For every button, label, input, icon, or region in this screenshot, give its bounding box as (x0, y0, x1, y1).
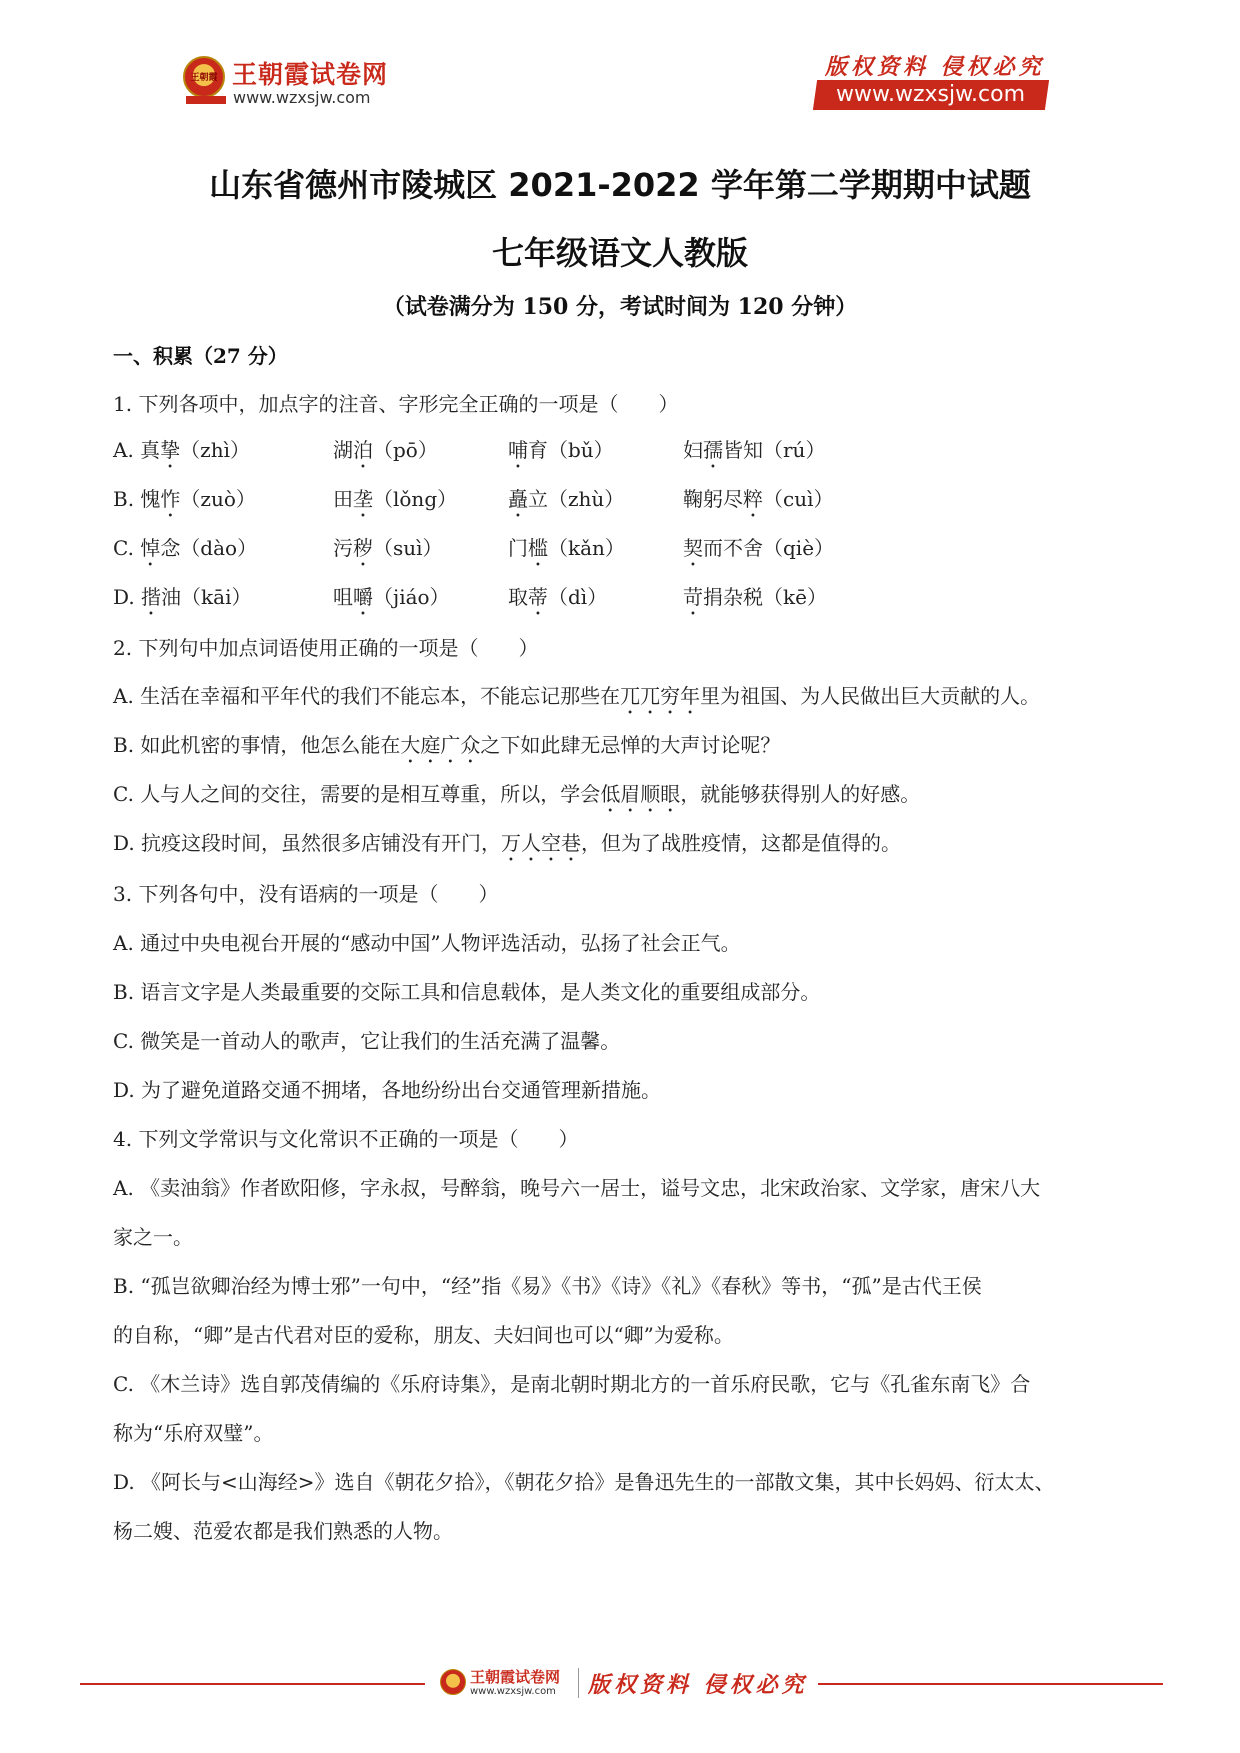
sentence-text: A. 生活在幸福和平年代的我们不能忘本，不能忘记那些在 (113, 684, 621, 708)
q1-option-b-word-3 (508, 483, 624, 522)
q2-option-b (113, 729, 780, 768)
pinyin: （qiè） (763, 536, 835, 560)
section-title: 一、积累（27 分） (113, 344, 288, 368)
sentence-text: ，就能够获得别人的好感。 (680, 782, 921, 806)
dotted-char: 矗 (508, 487, 528, 511)
url-banner-text: www.wzxsjw.com (836, 82, 1026, 107)
q1-option-d (113, 581, 252, 620)
dotted-char: 揩 (141, 585, 162, 609)
word-text: 念 (160, 536, 181, 560)
q1-option-b (113, 483, 256, 522)
option-label: D. (113, 585, 135, 609)
word-text: 污 (333, 536, 353, 560)
logo-ribbon (186, 96, 226, 104)
word-text: 油 (161, 585, 182, 609)
logo-seal-text: 王朝霞 (190, 73, 218, 83)
exam-note: （试卷满分为 150 分，考试时间为 120 分钟） (382, 294, 858, 320)
sentence-text: ，但为了战胜疫情，这都是值得的。 (581, 831, 902, 855)
q4-option-d-line-1: D. 《阿长与<山海经>》选自《朝花夕拾》，《朝花夕拾》是鲁迅先生的一部散文集，其中长妈妈、衍太太、 (113, 1470, 1055, 1494)
q4-option-c-line-1: C. 《木兰诗》选自郭茂倩编的《乐府诗集》，是南北朝时期北方的一首乐府民歌，它与《孔雀东南飞》合 (113, 1372, 1031, 1396)
pinyin: （zhù） (548, 487, 625, 511)
page-subtitle: 七年级语文人教版 (491, 234, 748, 272)
question-1-stem: 1. 下列各项中，加点字的注音、字形完全正确的一项是（ ） (113, 392, 679, 416)
q1-option-d-word-2 (333, 581, 450, 620)
sentence-text: C. 人与人之间的交往，需要的是相互尊重，所以，学会 (113, 782, 601, 806)
dotted-phrase: 兀兀穷年 (620, 684, 701, 708)
q1-option-d-word-3 (508, 581, 607, 620)
option-label: B. (113, 487, 135, 511)
logo-seal-icon (183, 56, 225, 98)
word-text: 育 (528, 438, 548, 462)
q4-option-a-line-2: 家之一。 (113, 1225, 193, 1249)
word-text: 真 (140, 438, 161, 462)
q1-option-a (113, 434, 250, 473)
site-url[interactable]: www.wzxsjw.com (233, 88, 371, 107)
pinyin: （zhì） (180, 438, 250, 462)
dotted-char: 孺 (703, 438, 723, 462)
q4-option-b-line-2: 的自称，“卿”是古代君对臣的爱称，朋友、夫妇间也可以“卿”为爱称。 (113, 1323, 734, 1347)
question-2-stem: 2. 下列句中加点词语使用正确的一项是（ ） (113, 636, 539, 660)
q2-option-a (113, 680, 1040, 719)
q1-option-b-word-2 (333, 483, 457, 522)
q3-option-c: C. 微笑是一首动人的歌声，它让我们的生活充满了温馨。 (113, 1029, 621, 1053)
pinyin: （kǎn） (548, 536, 625, 560)
q3-option-b: B. 语言文字是人类最重要的交际工具和信息载体，是人类文化的重要组成部分。 (113, 980, 821, 1004)
footer-logo-icon (440, 1669, 466, 1695)
footer-site-name: 王朝霞试卷网 (470, 1668, 561, 1686)
word-text: 咀 (333, 585, 353, 609)
dotted-char: 蒂 (528, 585, 548, 609)
copyright-notice: 版权资料 侵权必究 (825, 54, 1045, 80)
dotted-char: 契 (683, 536, 703, 560)
pinyin: （bǔ） (548, 438, 614, 462)
dotted-char: 垄 (353, 487, 373, 511)
word-text: 湖 (333, 438, 353, 462)
dotted-phrase: 万人空巷 (501, 831, 582, 855)
q1-option-c (113, 532, 257, 571)
pinyin: （dào） (180, 536, 258, 560)
option-label: C. (113, 536, 134, 560)
dotted-char: 槛 (528, 536, 548, 560)
word-text: 皆知 (723, 438, 763, 462)
word-text: 取 (508, 585, 528, 609)
dotted-char: 怍 (160, 487, 181, 511)
word-text: 愧 (140, 487, 161, 511)
site-name: 王朝霞试卷网 (232, 60, 389, 89)
question-4-stem: 4. 下列文学常识与文化常识不正确的一项是（ ） (113, 1127, 579, 1151)
q2-option-c (113, 778, 920, 817)
dotted-phrase: 低眉顺眼 (600, 782, 681, 806)
pinyin: （cuì） (763, 487, 834, 511)
q1-option-c-word-4 (683, 532, 834, 571)
option-label: A. (113, 438, 134, 462)
dotted-char: 苛 (683, 585, 703, 609)
word-text: 捐杂税 (703, 585, 763, 609)
url-banner[interactable] (813, 80, 1049, 110)
q1-option-c-word-3 (508, 532, 625, 571)
dotted-char: 嚼 (353, 585, 373, 609)
sentence-text: D. 抗疫这段时间，虽然很多店铺没有开门， (113, 831, 502, 855)
word-text: 门 (508, 536, 528, 560)
pinyin: （kāi） (181, 585, 252, 609)
pinyin: （pō） (373, 438, 438, 462)
q1-option-c-word-2 (333, 532, 443, 571)
dotted-char: 秽 (353, 536, 373, 560)
word-text: 鞠躬尽 (683, 487, 743, 511)
q3-option-d: D. 为了避免道路交通不拥堵，各地纷纷出台交通管理新措施。 (113, 1078, 662, 1102)
sentence-text: B. 如此机密的事情，他怎么能在 (113, 733, 401, 757)
pinyin: （jiáo） (373, 585, 450, 609)
footer-divider (578, 1668, 579, 1698)
q1-option-b-word-4 (683, 483, 833, 522)
word-text: 妇 (683, 438, 703, 462)
q1-option-a-word-2 (333, 434, 438, 473)
q3-option-a: A. 通过中央电视台开展的“感动中国”人物评选活动，弘扬了社会正气。 (113, 931, 741, 955)
pinyin: （zuò） (180, 487, 256, 511)
footer-rule-left (80, 1683, 425, 1685)
q1-option-d-word-4 (683, 581, 827, 620)
dotted-char: 粹 (743, 487, 763, 511)
q1-option-a-word-4 (683, 434, 825, 473)
dotted-char: 挚 (160, 438, 181, 462)
q4-option-a-line-1: A. 《卖油翁》作者欧阳修，字永叔，号醉翁，晚号六一居士，谥号文忠，北宋政治家、文学家，唐宋八大 (113, 1176, 1041, 1200)
word-text: 田 (333, 487, 353, 511)
q4-option-c-line-2: 称为“乐府双璧”。 (113, 1421, 274, 1445)
footer-site-url[interactable]: www.wzxsjw.com (470, 1686, 556, 1697)
q1-option-a-word-3 (508, 434, 614, 473)
sentence-text: 之下如此肆无忌惮的大声讨论呢？ (480, 733, 781, 757)
pinyin: （dì） (548, 585, 608, 609)
pinyin: （suì） (373, 536, 443, 560)
dotted-char: 哺 (508, 438, 528, 462)
dotted-char: 泊 (353, 438, 373, 462)
footer-copyright: 版权资料 侵权必究 (588, 1672, 808, 1698)
q2-option-d (113, 827, 901, 866)
pinyin: （lǒng） (373, 487, 458, 511)
dotted-phrase: 大庭广众 (400, 733, 481, 757)
dotted-char: 悼 (140, 536, 161, 560)
pinyin: （rú） (763, 438, 826, 462)
word-text: 而不舍 (703, 536, 763, 560)
footer-rule-right (818, 1683, 1163, 1685)
pinyin: （kē） (763, 585, 827, 609)
word-text: 立 (528, 487, 548, 511)
sentence-text: 里为祖国、为人民做出巨大贡献的人。 (700, 684, 1041, 708)
q4-option-d-line-2: 杨二嫂、范爱农都是我们熟悉的人物。 (113, 1519, 453, 1543)
q4-option-b-line-1: B. “孤岂欲卿治经为博士邪”一句中，“经”指《易》《书》《诗》《礼》《春秋》等书，“孤”是古代王侯 (113, 1274, 982, 1298)
question-3-stem: 3. 下列各句中，没有语病的一项是（ ） (113, 882, 499, 906)
page-title: 山东省德州市陵城区 2021-2022 学年第二学期期中试题 (209, 166, 1031, 204)
